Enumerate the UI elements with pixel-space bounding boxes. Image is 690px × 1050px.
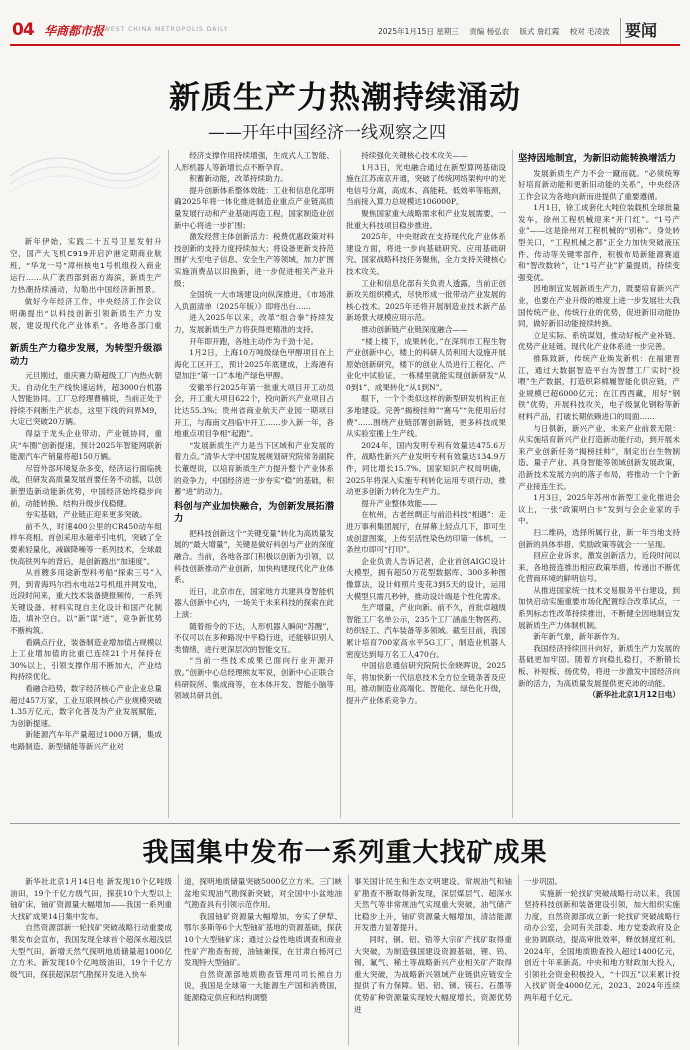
article1-dateline: （新华社北京1月12日电）	[588, 690, 680, 700]
proof-credit: 校对 毛凌波	[569, 27, 610, 36]
paragraph: 得益于龙头企业带动、产业链协同，重庆“车圈”创新提速，预计2025年智能网联新能源汽车产销量将超150万辆。	[10, 428, 162, 462]
paragraph: 激发经营主体创新活力：税费优惠政策对科技创新的支持力度持续加大；将设备更新支持范围扩大至电子信息、安全生产等领域，加力扩围实施消费品以旧换新，进一步促进相关产业升级；	[174, 232, 334, 288]
article1-column-1	[10, 340, 162, 816]
section-separator	[10, 823, 680, 824]
article2-column-3	[354, 876, 512, 1046]
paragraph: 新能源汽车年产量超过1000万辆，集成电路制造、新型储能等新兴产业对	[10, 730, 162, 751]
paragraph: 我国经济持续回升向好，新质生产力发展的基础更加牢固。随着方向稳扎稳打，不断锻长板、补短板、扬优势，将进一步激发中国经济向新的活力，为高质量发展提供更充沛的动能。	[518, 643, 680, 688]
paragraph: 夯实基础，产业链正迎来更多突破。	[25, 510, 147, 520]
paragraph: 元旦刚过，重庆赛力斯超级工厂内热火朝天。自动化生产线快速运转，超3000台机器人智能协同。工厂总经理曹楠说，当前正处于持续不间断生产状态，这里下线的问界M9，大定已突破20万辆。	[10, 371, 162, 427]
paragraph: 提升产业整体效能——	[361, 498, 438, 508]
subheading: 科创与产业加快融合，为创新发展拓潜力	[174, 500, 334, 525]
decorative-wave-graphic	[10, 136, 160, 196]
paragraph: 因地制宜发展新质生产力，既要培育新兴产业，也要在产业升级的维度上进一步发展壮大我国传统产业、传统行业的优势，促进新旧动能协同，做好新旧动能接续转换。	[518, 284, 680, 329]
column-divider	[512, 150, 513, 818]
issue-date: 2025年1月15日 星期三	[378, 27, 459, 36]
lead-paragraph: 新年伊始，实践二十五号卫星发射升空，国产大飞机C919开启沪港定期商业航班，“华龙一号”漳州核电1号机组投入商业运行……从广袤西部到南方海滨，新质生产力热潮持续涌动，勾勒出中国经济新图景。	[10, 237, 162, 294]
column-divider	[518, 874, 519, 1046]
paragraph: 回应企业诉求，激发创新活力，近段时间以来，各地接连推出相应政策举措，传递出不断优化营商环境的鲜明信号。	[518, 551, 680, 584]
editor-credit: 责编 杨弘农	[469, 27, 510, 36]
section-label: 要闻	[620, 18, 690, 44]
paragraph: 持续强化关键核心技术攻关——	[361, 151, 468, 160]
paragraph: 全国统一大市场建设向纵深推进，《市场准入负面清单（2025年版）》即将出台……	[174, 290, 334, 311]
article1-lead	[10, 236, 162, 330]
paragraph: 1月1日，徐工成套化大吨位装载机全球批量发车，徐州工程机械迎来“开门红”。“1号产业”——这是徐州对工程机械的“别称”。身处转型关口，“工程机械之都”正全力加快突破液压件、传动等关键零部件，积极布局新能源赛道和“智改数转”，让“1号产业”扩量提质，持续变强变优。	[518, 203, 680, 282]
paragraph: 与日俱新，新兴产业、未来产业前景无限：从实施培育新兴产业打造新动能行动，到开展未来产业创新任务“揭榜挂帅”，制定出台生物制造、量子产业、具身智能等领域创新发展政策，沿新技术发展方向的落子布局，将推动一个个新产业接连生长。	[518, 423, 680, 491]
brand-logo: 华商都市报	[44, 24, 105, 38]
paragraph: 尽管外部环境复杂多变，经济运行面临挑战，但研发高质量发展首要任务不动摇，以创新塑造新动能新优势，中国经济始终稳步向前，动能转换、结构升级步伐稳健。	[10, 463, 162, 508]
article2-column-4	[524, 876, 680, 1046]
paragraph: 实施新一轮找矿突破战略行动以来，我国坚持科技创新和装备建设引领，加大组织实施力度，自然资源部成立新一轮找矿突破战略行动办公室，会同有关部委、地方党委政府及企业协调联动，提高审批效率，释放制度红利。2024年，全国地质勘查投入超过1400亿元，创近十年来新高。中央和地方财政加大投入，引领社会资金积极投入，“十四五”以来累计投入找矿资金4000亿元，2023、2024年连续两年超千亿元。	[524, 888, 680, 1002]
lead-paragraph: 做好今年经济工作，中央经济工作会议明确提出“以科技创新引领新质生产力发展，建设现代化产业体系”。各地各部门重	[10, 297, 162, 330]
article2-headline: 我国集中发布一系列重大找矿成果	[142, 838, 548, 868]
paragraph: 近日，北京市在，国家地方共建具身智能机器人创新中心内，一场关于未来科技的探索在此上演：	[174, 586, 334, 619]
subheading: 坚持因地制宜，为新旧动能转换增活力	[518, 153, 677, 164]
paragraph: 从首艘多用途新型科考船“探索三号”入列，到青海玛尔挡水电站2号机组并网发电，近段时间来，重大技术装备捷报频传，一系列关键设备、材料实现自主化设计和国产化制造，填补空白。以“新”谋“进”，竞争新优势不断构筑。	[10, 568, 162, 636]
paragraph: “楼上楼下，成果转化。”在深圳市工程生物产业创新中心，楼上的科研人员利用大设施开展原始创新研究，楼下的创业人员进行工程化、产业化中试验证，一栋楼里就能实现创新研发“从0到1”、成果转化“从1到N”。	[346, 336, 506, 392]
paragraph: 开年即开跑，各地主动作为千劲十足。	[189, 336, 319, 346]
column-divider	[168, 150, 169, 818]
paragraph: “发展新质生产力是当下区域和产业发展的着力点。”清华大学中国发展规划研究院常务副院长董煜说，以培育新质生产力提升整个产业体系的竞争力，中国经济进一步夯实“稳”的基础，积蓄“进”的动力。	[174, 440, 334, 497]
paragraph: 进入2025年以来，改革“组合拳”持续发力，发展新质生产力将获得更精准的支持。	[174, 313, 334, 334]
paragraph: 1月3日，2025年苏州市新型工业化推进会议上，一张“政策明白卡”发到与会企业家的手中。	[518, 493, 680, 526]
paragraph: 中国信息通信研究院院长余晓晖说，2025年，将加快新一代信息技术全方位全链条普及应用，推动制造业高端化、智能化、绿色化升级，提升产业体系竞争力。	[346, 661, 506, 705]
paragraph: 1月3日，光电融合通过在新型算网基础设施在江苏南京开通，突破了传统网络架构中的光电信号分离，高成本、高能耗、低效率等瓶颈，当前接入算力总规模达106000P。	[346, 162, 506, 207]
article2-column-2	[184, 876, 342, 1046]
paragraph: 同时，铜、铝、锆等大宗矿产找矿取得重大突破，为制造强国建设资源基础，锂、钨、锡、氟气、稀土等战略新兴产业相关矿产取得重大突破，为战略新兴领域产业链供应链安全提供了有力保障。铝、铝、锑、镁石、石墨等优势矿种资源量实现较大幅度增长，资源优势进	[354, 934, 512, 1014]
brand-english: WEST CHINA METROPOLIS DAILY	[104, 26, 229, 33]
paragraph: 2024年，国内发明专利有效量达475.6万件，战略性新兴产业发明专利有效量达134.9万件，同比增长15.7%。国家知识产权局明确，2025年将深入实施专利转化运用专项行动，推动更多创新力转化为生产力。	[346, 440, 506, 497]
page-header	[0, 18, 690, 44]
paragraph: 新年新气象，新年新作为。	[533, 632, 625, 642]
paragraph: 随着指令的下达，人形机器人瞬间“苏醒”，不仅可以在多种路况中平稳行进，还能够识别人类情绪，进行更深层次的智能交互。	[174, 621, 334, 654]
paragraph: 扫二维码，选择所属行业，新一年当地支持创新的具体举措、奖励政策等就会一一呈现。	[518, 527, 680, 549]
header-rule	[10, 44, 680, 46]
paragraph: 安徽举行2025年第一批重大项目开工动员会，开工重大项目622个，投向新兴产业项目占比达55.3%；贵州省商业航天产业园一期项目开工，与海南文昌临中开工……步入新一年，各地重点项目争相“起跑”。	[174, 382, 334, 439]
article1-column-4	[518, 150, 680, 816]
paragraph: 自然资源部地质勘查管理司司长熊自力说，我国是全球第一大能源生产国和消费国，能源稳定供应和结构调整	[184, 969, 342, 1002]
layout-credit: 版式 詹红霞	[519, 27, 560, 36]
paragraph: 新华社北京1月14日电 新发现10个亿吨级油田，19个千亿方级气田，探获10个大型以上铀矿床，铀矿资源量大幅增加——我国一系列重大找矿成果14日集中发布。	[10, 877, 172, 921]
paragraph: 2025年，中央财政在支持现代化产业体系建设方面，将进一步向基础研究、应用基础研究、国家战略科技任务聚焦，全力支持关键核心技术攻关。	[346, 232, 506, 276]
paragraph: 推动创新链产业链深度融合——	[361, 324, 468, 334]
article2-column-1	[10, 876, 172, 1046]
column-divider	[340, 150, 341, 818]
article1-subtitle: ——开年中国经济一线观察之四	[208, 123, 446, 143]
paragraph: 发展新质生产力不会一蹴而就。“必须统筹好培育新动能和更新旧动能的关系”，中央经济工作会议为各地向新而进提供了重要遵循。	[518, 168, 680, 201]
paragraph: 道，探明地质储量突破5000亿立方米。三门峡盆地实现油气勘探新突破，对全国中小盆地油气勘查具有引领示范作用。	[184, 877, 342, 910]
paragraph: 我国铀矿资源量大幅增加，夯实了伊犁、鄂尔多斯等6个大型铀矿基地的资源基础，探获10个大型铀矿床；通过公益性地质调查和商业性矿产勘查衔接，油铀兼探，在甘肃白杨河已发现特大型铀矿。	[184, 911, 342, 968]
paragraph: 经济支撑作用持续增强，生成式人工智能、人形机器人等新增长点不断孕育。	[174, 151, 334, 172]
paragraph: 提升创新体系整体效能：工业和信息化部明确2025年将一体化推进制造业重点产业链高质量发展行动和产业基础再造工程，国家制造业创新中心将进一步扩围；	[174, 185, 334, 230]
paragraph: 生产增量，产业向新。前不久，首批卓越级智能工厂名单公示，235个工厂涵盖生物医药、纺织轻工、汽车装备等多领域。截至目前，我国累计培育700家高水平5G工厂，制造业机器人密度达到每万名工人470台。	[346, 603, 506, 659]
paragraph: 积蓄新动能，改革持续助力。	[189, 174, 288, 184]
article1-column-2	[174, 150, 334, 816]
paragraph: “当前一些技术成果已面向行业开源开放。”创新中心总经理熊友军说，创新中心正联合科研院所、集成商等，在本体开发、智能小脑等领域共研共创。	[174, 656, 334, 701]
paragraph: 企业负责人告诉记者，企业首创AIGC设计大模型，拥有超50万花型数据库、300多种图像算法，设计师照片变花3到5天的设计，运用大模型只需几秒钟，推动设计端是个性化需求。	[346, 556, 506, 601]
column-divider	[178, 874, 179, 1046]
paragraph: 从推进国家统一技术交易服务平台建设，到加快启动实施重要市场化配置综合改革试点，一系列标志性改革持续推出，不断健全因地制宜发展新质生产力体制机制。	[518, 585, 680, 630]
paragraph: 1月2日，上海10万吨级绿色甲醇项目在上海化工区开工，预计2025年底建成，上海港有望加注“第一口”本地产绿色甲醇。	[174, 348, 334, 381]
paragraph: 推陈致新，传统产业焕发新机：在福建晋江，通过大数据智造平台为智慧工厂实时“投喂”生产数据，打造织彩棉履智能化供应链，产业规模已超6000亿元；在江西西藏，用好“钢铁”优势，开展科技攻关，电子级氯化钢粉等新材料产品，打破长期依赖进口的局面……	[518, 354, 680, 421]
page-meta	[378, 26, 618, 37]
paragraph: 看蹒点行业，装备制造业增加值占规模以上工业增加值的比重已连续21个月保持在30%以上，引领支撑作用不断加大，产业结构持续优化。	[10, 637, 162, 682]
column-divider	[348, 874, 349, 1046]
paragraph: 立足实际、系统谋划，推动好板产业补链、优势产业延链、现代化产业体系进一步完善。	[518, 330, 680, 352]
paragraph: 工业和信息化部有关负责人透露，当前正创新攻关组织模式，尽快形成一批带动产业发展的核心技术。2025年还将开展制造业技术新产品新场景大规模应用示范。	[346, 278, 506, 323]
article1-headline: 新质生产力热潮持续涌动	[169, 80, 521, 116]
paragraph: 眼下，一个个类似这样的新型研发机构正在多地建设。完善“揭榜挂帅”“赛马”“先使用后付费”……围绕产业链部署创新链，更多科技成果从实验室搬上生产线。	[346, 394, 506, 439]
paragraph: 一步巩固。	[524, 877, 562, 886]
paragraph: 事关国计民生和生态文明建设。常规油气和铀矿勘查不断取得新发现，深层煤层气、超深水天然气等非常规油气实现重大突破，油气储产比稳步上升，铀矿资源量大幅增加，清洁能源开发潜力显著提升。	[354, 877, 512, 933]
paragraph: 聚焦国家重大战略需求和产业发展需要，一批重大科技项目稳步推进。	[346, 208, 506, 230]
page-number: 04	[12, 20, 34, 40]
paragraph: 前不久，时速400公里的CR450动车组样车亮相。首创采用永磁牵引电机，突破了全要素轻量化，减碳降噪等一系列技术，全球最快高铁列车的背后，是创新跑出“加速度”。	[10, 521, 162, 566]
article1-column-3	[346, 150, 506, 816]
subheading: 新质生产力稳步发展，为转型升级添动力	[10, 343, 162, 367]
paragraph: 在杭州，古老丝绸正与前沿科技“相遇”：走进万事利集团展厅，在屏幕上轻点几下，即可生成创意图案，上传至活性染色纺印第一体机，一条丝巾即可“打印”。	[346, 510, 506, 555]
paragraph: 看融合趋势，数字经济核心产业企业总量超过457万家，工业互联网核心产业规模突破1.35万亿元，数字化普及为产业发展赋能，为创新提速。	[10, 684, 162, 728]
paragraph: 自然资源部新一轮找矿突破战略行动重要成果发布会宣布，我国发现全球首个超深水超浅层大型气田，新增天然气探明地质储量超1000亿立方米。新发现10个亿吨级油田，19个千亿方级气田，探获超深层气勘探开发进入快车	[10, 923, 172, 979]
paragraph: 把科技创新这个“关键变量”转化为高质量发展的“最大增量”，关键是做好科创与产业的深度融合。当前，各地各部门积极以创新为引领，以科技创新推动产业创新，加快构建现代化产业体系。	[174, 528, 334, 585]
